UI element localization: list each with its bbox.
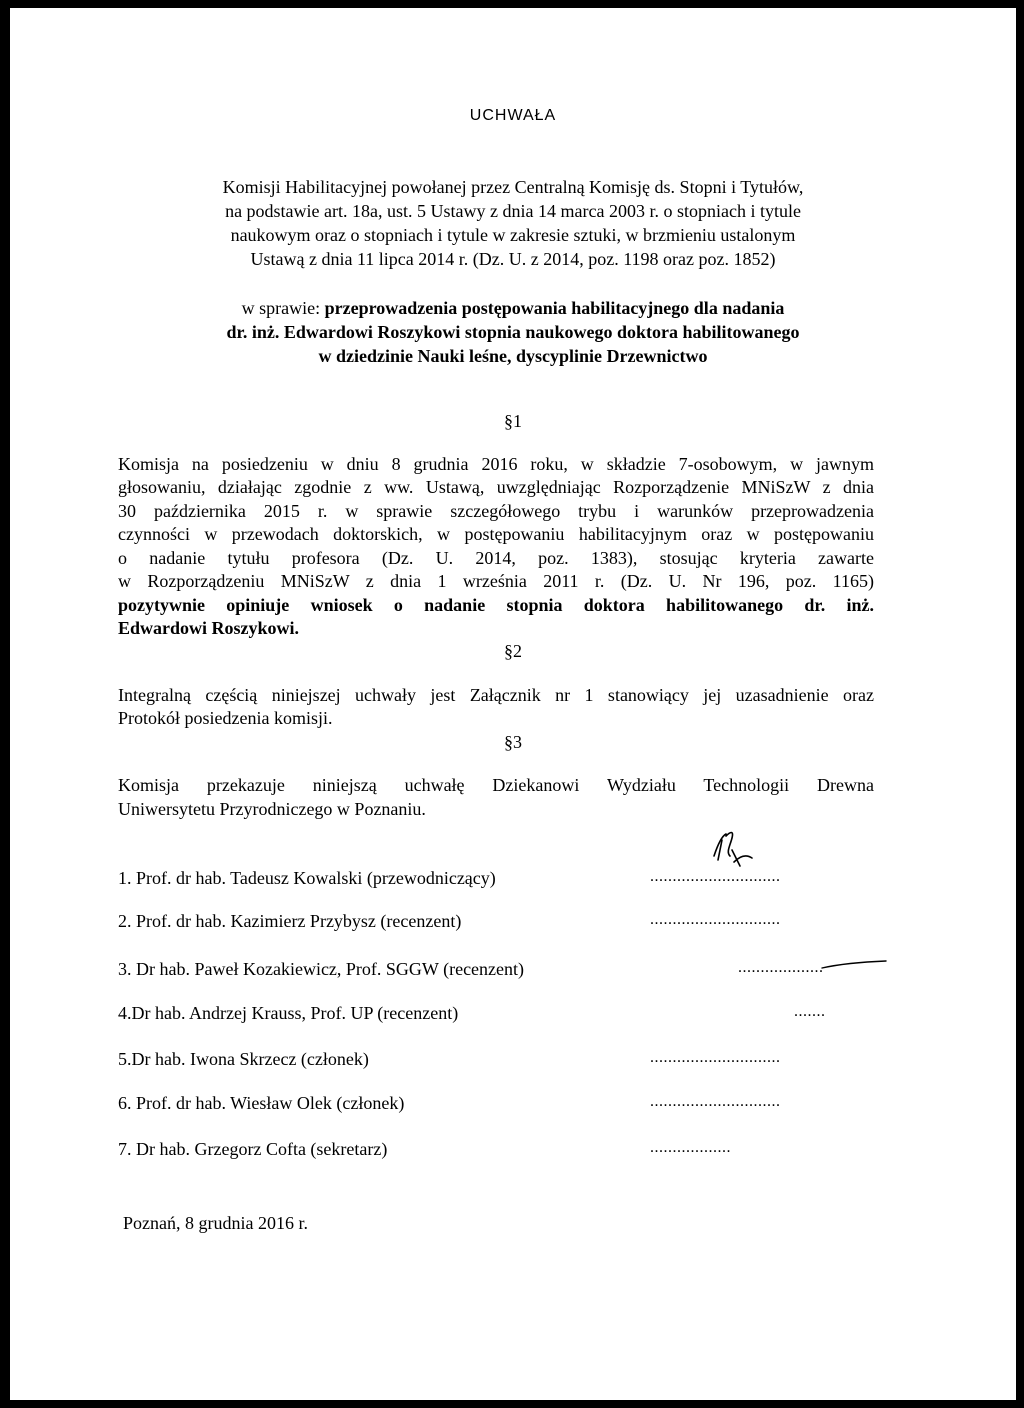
- section-2-mark: §2: [504, 641, 522, 661]
- section-1-line-2: głosowaniu, działając zgodnie z ww. Ustawą, uwzględniając Rozporządzenie MNiSzW z dnia: [118, 477, 874, 497]
- member-3-signature-line: ...................: [738, 959, 824, 976]
- subject-line-1: [10, 297, 1016, 319]
- section-2-line-2: Protokół posiedzenia komisji.: [118, 708, 333, 728]
- preamble-line-4: Ustawą z dnia 11 lipca 2014 r. (Dz. U. z 2014, poz. 1198 oraz poz. 1852): [250, 249, 776, 269]
- member-4: 4.Dr hab. Andrzej Krauss, Prof. UP (recenzent): [118, 1003, 459, 1023]
- section-1-mark: §1: [504, 411, 522, 431]
- preamble-line-2: na podstawie art. 18a, ust. 5 Ustawy z dnia 14 marca 2003 r. o stopniach i tytule: [225, 201, 801, 221]
- member-7: 7. Dr hab. Grzegorz Cofta (sekretarz): [118, 1139, 388, 1159]
- document-title: UCHWAŁA: [469, 107, 557, 124]
- member-1: 1. Prof. dr hab. Tadeusz Kowalski (przewodniczący): [118, 868, 496, 888]
- subject-line-3: w dziedzinie Nauki leśne, dyscyplinie Drzewnictwo: [318, 346, 708, 366]
- member-6-signature-line: .............................: [650, 1093, 781, 1110]
- preamble-line-1: Komisji Habilitacyjnej powołanej przez Centralną Komisję ds. Stopni i Tytułów,: [222, 177, 804, 197]
- subject-line-2: dr. inż. Edwardowi Roszykowi stopnia naukowego doktora habilitowanego: [226, 322, 800, 342]
- section-1-decision-line-1: pozytywnie opiniuje wniosek o nadanie stopnia doktora habilitowanego dr. inż.: [118, 595, 874, 615]
- section-1-line-3: 30 października 2015 r. w sprawie szczegółowego trybu i warunków przeprowadzenia: [118, 501, 874, 521]
- subject-text-1: przeprowadzenia postępowania habilitacyjnego dla nadania: [324, 298, 785, 318]
- member-5: 5.Dr hab. Iwona Skrzecz (członek): [118, 1049, 369, 1069]
- section-3-line-2: Uniwersytetu Przyrodniczego w Poznaniu.: [118, 799, 426, 819]
- member-4-signature-line: .......: [794, 1003, 826, 1020]
- member-7-signature-line: ..................: [650, 1139, 731, 1156]
- member-3-signature-stroke: [820, 958, 890, 972]
- member-3: 3. Dr hab. Paweł Kozakiewicz, Prof. SGGW (recenzent): [118, 959, 525, 979]
- subject-prefix: w sprawie:: [241, 298, 325, 318]
- section-1-decision-line-2: Edwardowi Roszykowi.: [118, 618, 300, 638]
- section-2-line-1: Integralną częścią niniejszej uchwały jest Załącznik nr 1 stanowiący jej uzasadnienie oraz: [118, 685, 874, 705]
- member-1-signature-line: .............................: [650, 868, 781, 885]
- section-1-line-5: o nadanie tytułu profesora (Dz. U. 2014, poz. 1383), stosując kryteria zawarte: [118, 548, 874, 568]
- member-6: 6. Prof. dr hab. Wiesław Olek (członek): [118, 1093, 405, 1113]
- member-5-signature-line: .............................: [650, 1049, 781, 1066]
- document-page: [10, 8, 1016, 1400]
- section-1-line-6: w Rozporządzeniu MNiSzW z dnia 1 września 2011 r. (Dz. U. Nr 196, poz. 1165): [118, 571, 874, 591]
- section-1-line-1: Komisja na posiedzeniu w dniu 8 grudnia 2016 roku, w składzie 7-osobowym, w jawnym: [118, 454, 874, 474]
- preamble-line-3: naukowym oraz o stopniach i tytule w zakresie sztuki, w brzmieniu ustalonym: [230, 225, 796, 245]
- member-2: 2. Prof. dr hab. Kazimierz Przybysz (recenzent): [118, 911, 462, 931]
- member-2-signature-line: .............................: [650, 911, 781, 928]
- place-and-date: Poznań, 8 grudnia 2016 r.: [123, 1213, 308, 1233]
- section-3-line-1: Komisja przekazuje niniejszą uchwałę Dziekanowi Wydziału Technologii Drewna: [118, 775, 874, 795]
- section-3-mark: §3: [504, 732, 522, 752]
- section-1-line-4: czynności w przewodach doktorskich, w postępowaniu habilitacyjnym oraz w postępowaniu: [118, 524, 874, 544]
